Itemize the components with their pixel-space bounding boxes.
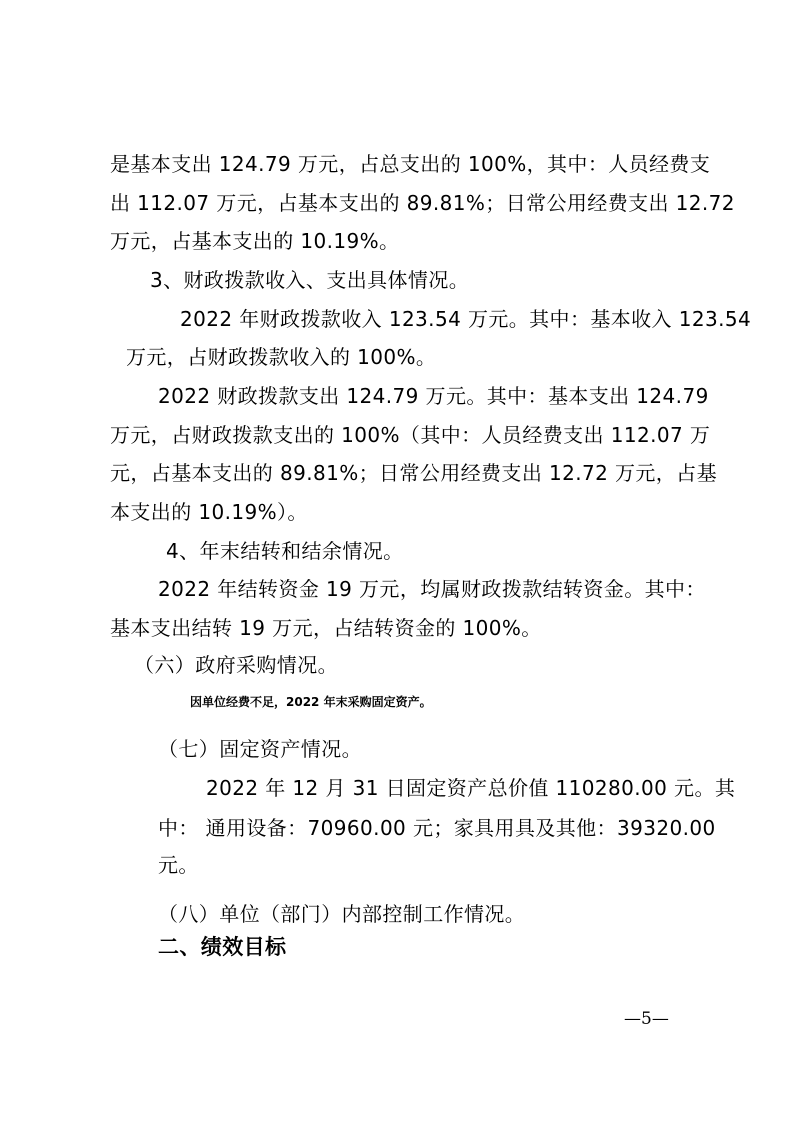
section-6-title: （六）政府采购情况。 [134,653,338,677]
paragraph-line: 万元，占基本支出的 10.19%。 [110,229,400,253]
item-4-title: 4、年末结转和结余情况。 [166,539,404,563]
section-7-title: （七）固定资产情况。 [158,737,362,761]
item-3-title: 3、财政拨款收入、支出具体情况。 [150,268,470,292]
paragraph-line: 基本支出结转 19 万元，占结转资金的 100%。 [110,616,542,640]
paragraph-line: 2022 年结转资金 19 万元，均属财政拨款结转资金。其中： [158,577,706,601]
paragraph-line: 中： 通用设备：70960.00 元；家具用具及其他：39320.00 [158,816,716,840]
paragraph-line: 万元，占财政拨款支出的 100%（其中：人员经费支出 112.07 万 [110,423,711,447]
paragraph-line: 是基本支出 124.79 万元，占总支出的 100%，其中：人员经费支 [110,152,711,176]
paragraph-line: 2022 财政拨款支出 124.79 万元。其中：基本支出 124.79 [158,384,709,408]
part-2-heading: 二、绩效目标 [158,935,287,959]
paragraph-line: 2022 年财政拨款收入 123.54 万元。其中：基本收入 123.54 [180,307,752,331]
page-number: —5— [624,1009,669,1029]
section-8-title: （八）单位（部门）内部控制工作情况。 [158,902,526,926]
paragraph-line: 元。 [158,853,199,877]
paragraph-line: 本支出的 10.19%）。 [110,500,308,524]
paragraph-line: 出 112.07 万元，占基本支出的 89.81%；日常公用经费支出 12.72 [110,191,735,215]
paragraph-line: 元，占基本支出的 89.81%；日常公用经费支出 12.72 万元，占基 [110,461,717,485]
paragraph-line: 2022 年 12 月 31 日固定资产总价值 110280.00 元。其 [206,776,736,800]
paragraph-line: 万元，占财政拨款收入的 100%。 [126,345,437,369]
section-6-note: 因单位经费不足，2022 年末采购固定资产。 [190,695,432,709]
